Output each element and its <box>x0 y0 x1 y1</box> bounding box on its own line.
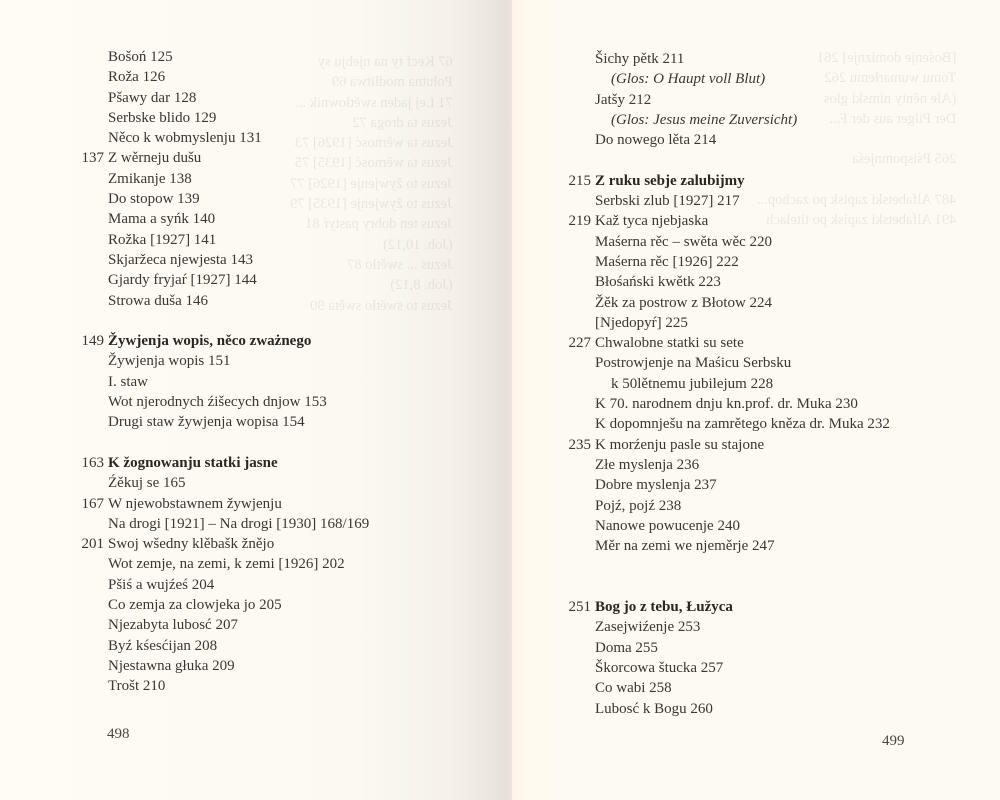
toc-entry <box>76 270 496 290</box>
toc-entry <box>76 372 496 392</box>
bleed-through-line: (Joh. 8,12) <box>390 277 453 294</box>
toc-title: Pšawy dar 128 <box>108 89 197 106</box>
toc-entry <box>76 534 496 554</box>
toc-title: Postrowjenje na Maśicu Serbsku <box>595 355 792 372</box>
toc-section-heading <box>563 171 983 191</box>
toc-title: Swoj wšedny klěbašk žnějo <box>108 536 275 553</box>
toc-title: Gjardy fryjaŕ [1927] 144 <box>108 272 257 289</box>
toc-entry <box>563 90 983 110</box>
toc-title: k 50lětnemu jubilejum 228 <box>611 375 774 392</box>
toc-title: Błośański kwětk 223 <box>595 274 721 291</box>
bleed-through-line: 491 Alfabetski zapisk po titelach <box>766 212 957 229</box>
toc-title: Z wěrneju dušu <box>108 150 202 167</box>
toc-entry <box>563 394 983 414</box>
section-gap <box>563 577 983 597</box>
toc-entry <box>563 110 983 130</box>
toc-title: Wot zemje, na zemi, k zemi [1926] 202 <box>108 556 345 573</box>
toc-title: Žěk za postrow z Błotow 224 <box>595 294 773 311</box>
toc-title: Njezabyta lubosć 207 <box>108 617 238 634</box>
bleed-through-line: Połutna modlitwa 69 <box>331 74 453 91</box>
toc-title: [Njedopyŕ] 225 <box>595 314 688 331</box>
toc-title: Byź kśesćijan 208 <box>108 637 218 654</box>
toc-entry <box>76 412 496 432</box>
toc-title: Pšiś a wujźeś 204 <box>108 576 215 593</box>
toc-title: Lubosć k Bogu 260 <box>595 700 713 717</box>
bleed-through-line: Jezus ta wěrnosć [1935] 75 <box>294 155 453 172</box>
toc-entry <box>76 67 496 87</box>
toc-title: Měr na zemi we njeměrje 247 <box>595 538 775 555</box>
toc-entry <box>563 252 983 272</box>
toc-entry <box>76 615 496 635</box>
bleed-through-line: 67 Kecf ty na njebju sy <box>317 54 453 70</box>
toc-entry <box>76 575 496 595</box>
toc-title: Drugi staw žywjenja wopisa 154 <box>108 414 305 431</box>
toc-entry <box>563 313 983 333</box>
toc-entry <box>563 658 983 678</box>
toc-title: Strowa duša 146 <box>108 292 208 309</box>
toc-title: Bošoń 125 <box>108 49 173 65</box>
toc-title: Škorcowa štucka 257 <box>595 659 724 676</box>
toc-page-number: 137 <box>81 150 104 167</box>
toc-entry <box>76 230 496 250</box>
toc-entry <box>76 554 496 574</box>
bleed-through-line: 71 Lej jaden swětłownik ... <box>295 94 453 111</box>
toc-entry <box>563 414 983 434</box>
toc-entry <box>563 211 983 231</box>
toc-entry <box>76 291 496 311</box>
toc-title: Zasejwiźenje 253 <box>595 619 701 636</box>
bleed-through-line: [Bośenje domiznje] 261 <box>816 50 957 66</box>
toc-page-number: 227 <box>568 335 591 352</box>
toc-entry <box>563 353 983 373</box>
toc-entry <box>76 514 496 534</box>
toc-title: Do nowego lěta 214 <box>595 132 717 149</box>
toc-section-heading <box>76 331 496 351</box>
toc-entry <box>76 494 496 514</box>
toc-title: Złe myslenja 236 <box>595 456 700 473</box>
section-gap <box>76 311 496 331</box>
toc-entry <box>563 374 983 394</box>
toc-entry <box>563 678 983 698</box>
toc-title: Do stopow 139 <box>108 191 200 208</box>
toc-entry <box>76 189 496 209</box>
bleed-through-line: 487 Alfabetski zapisk po zachop... <box>757 192 957 209</box>
toc-title: Co wabi 258 <box>595 680 672 697</box>
bleed-through-line: Jezus ... swětło 87 <box>347 256 453 273</box>
toc-title: Bog jo z tebu, Łužyca <box>595 599 733 616</box>
toc-section-heading <box>76 453 496 473</box>
toc-entry <box>76 392 496 412</box>
toc-page-number: 201 <box>81 536 104 553</box>
toc-entry <box>76 108 496 128</box>
toc-title: Maśerna rěc [1926] 222 <box>595 253 739 270</box>
toc-title: Kaž tyca njebjaska <box>595 213 709 230</box>
toc-entry <box>563 496 983 516</box>
toc-title: Njestawna głuka 209 <box>108 657 235 674</box>
toc-entry <box>76 209 496 229</box>
toc-entry <box>76 148 496 168</box>
toc-page-number: 219 <box>568 213 591 230</box>
bleed-through-line: (Ale něnty nimski glos <box>823 90 957 107</box>
toc-page-number: 167 <box>81 495 104 512</box>
toc-title: K 70. narodnem dnju kn.prof. dr. Muka 230 <box>595 396 858 413</box>
toc-entry <box>76 88 496 108</box>
toc-page-number: 215 <box>568 172 591 189</box>
toc-section-heading <box>563 597 983 617</box>
toc-entry <box>563 333 983 353</box>
toc-entry <box>76 47 496 67</box>
toc-entry <box>76 351 496 371</box>
section-gap <box>563 556 983 576</box>
toc-title: Žywjenja wopis, něco zważnego <box>108 333 312 350</box>
toc-title: Zmikanje 138 <box>108 170 192 187</box>
toc-title: Chwalobne statki su sete <box>595 335 744 352</box>
bleed-through-line: Jezus to žywjenje [1926] 77 <box>290 175 453 192</box>
toc-entry <box>563 638 983 658</box>
toc-entry <box>76 473 496 493</box>
section-gap <box>76 433 496 453</box>
toc-entry <box>563 293 983 313</box>
bleed-through-line: Jezus ta wěrnosć [1926] 73 <box>294 135 453 152</box>
toc-title: Rožka [1927] 141 <box>108 231 217 248</box>
toc-page-number: 163 <box>81 454 104 471</box>
toc-entry <box>563 617 983 637</box>
toc-entry <box>563 455 983 475</box>
toc-page-number: 251 <box>568 599 591 616</box>
toc-entry <box>76 595 496 615</box>
toc-title: K morźenju pasle su stajone <box>595 436 765 453</box>
toc-entry <box>76 636 496 656</box>
toc-title: Roža 126 <box>108 69 166 86</box>
section-gap <box>563 150 983 170</box>
toc-title: Žywjenja wopis 151 <box>108 353 231 370</box>
bleed-through-line: Jezus ten dobry pastyŕ 81 <box>305 216 453 233</box>
toc-title: Maśerna rěc – swěta wěc 220 <box>595 233 773 250</box>
toc-entry <box>76 169 496 189</box>
toc-entry <box>76 676 496 696</box>
page-number-right: 499 <box>882 733 905 749</box>
toc-entry <box>563 516 983 536</box>
toc-entry <box>563 272 983 292</box>
toc-entry <box>563 475 983 495</box>
toc-title: Jatšy 212 <box>595 91 652 108</box>
toc-entry <box>563 232 983 252</box>
toc-title: Skjaržeca njewjesta 143 <box>108 251 253 268</box>
toc-title: Serbske blido 129 <box>108 109 217 126</box>
bleed-through-line: Tomu wumarłemu 262 <box>824 70 957 87</box>
toc-entry <box>76 128 496 148</box>
toc-title: Serbski zlub [1927] 217 <box>595 193 740 210</box>
right-page <box>512 0 1000 800</box>
bleed-through-line: Jezus ta droga 72 <box>352 114 453 131</box>
toc-entry <box>563 191 983 211</box>
toc-entry <box>563 699 983 719</box>
toc-entry <box>563 69 983 89</box>
page-number-left: 498 <box>107 726 130 742</box>
bleed-through-line: Der Pilger aus der F... <box>829 110 957 127</box>
toc-title: Co zemja za clowjeka jo 205 <box>108 597 282 614</box>
toc-entry <box>76 656 496 676</box>
toc-page-number: 149 <box>81 333 104 350</box>
toc-title: Na drogi [1921] – Na drogi [1930] 168/169 <box>108 515 370 532</box>
toc-title: Źěkuj se 165 <box>108 475 186 492</box>
toc-entry <box>563 536 983 556</box>
bleed-through-line: (Joh. 10,12) <box>383 236 453 253</box>
toc-entry <box>563 49 983 69</box>
bleed-through-line: Jezus to žywjenje [1935] 79 <box>290 196 453 213</box>
bleed-through-line: Jezus to swětło swěta 90 <box>310 297 453 314</box>
toc-title: K dopomnješu na zamrětego kněza dr. Muka 232 <box>595 416 890 433</box>
toc-title: Z ruku sebje zalubijmy <box>595 172 745 189</box>
toc-title: Mama a syńk 140 <box>108 211 216 228</box>
toc-title: W njewobstawnem žywjenju <box>108 495 282 512</box>
toc-title: Dobre myslenja 237 <box>595 477 717 494</box>
toc-title: Doma 255 <box>595 639 658 656</box>
toc-title: (Glos: O Haupt voll Blut) <box>611 71 766 88</box>
toc-title: Pojź, pojź 238 <box>595 497 682 514</box>
bleed-through-line: 265 Pśispomnjeśa <box>852 151 957 168</box>
toc-title: K žognowanju statki jasne <box>108 454 278 471</box>
toc-page-number: 235 <box>568 436 591 453</box>
toc-title: Šichy pětk 211 <box>595 51 685 67</box>
toc-title: Něco k wobmyslenju 131 <box>108 130 262 147</box>
toc-entry <box>76 250 496 270</box>
toc-title: I. staw <box>108 373 148 390</box>
toc-entry <box>563 435 983 455</box>
table-of-contents-left <box>76 47 496 697</box>
toc-title: Trošt 210 <box>108 678 166 695</box>
toc-title: Nanowe powucenje 240 <box>595 517 740 534</box>
toc-title: Wot njerodnych źišecych dnjow 153 <box>108 394 327 411</box>
toc-entry <box>563 130 983 150</box>
table-of-contents-right <box>563 49 983 719</box>
toc-title: (Glos: Jesus meine Zuversicht) <box>611 111 798 128</box>
